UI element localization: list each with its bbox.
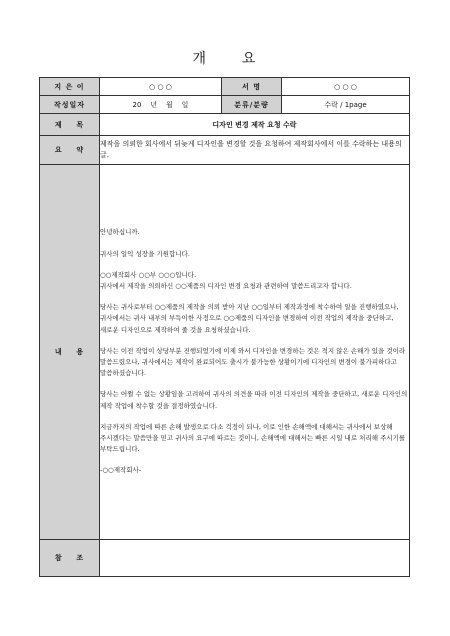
reference-row (40, 540, 410, 577)
date-label: 작성일자 (40, 96, 100, 114)
summary-row (40, 136, 410, 165)
intro-paragraph: ○○제작회사 ○○부 ○○○입니다. 귀사에서 제작을 의뢰하신 ○○제품의 디자인 변경 요청과 관련하여 말씀드리고자 합니다. (100, 270, 352, 290)
date-value: 20 년 월 일 (100, 96, 222, 114)
reference-value (100, 540, 410, 577)
summary-value: 제작을 의뢰한 회사에서 뒤늦게 디자인을 변경할 것을 요청하여 제작회사에서 이를 수락하는 내용의 글. (100, 136, 410, 165)
title-char-1: 개 (192, 51, 208, 67)
subject-value: 디자인 변경 제작 요청 수락 (100, 114, 410, 136)
title-char-2: 요 (242, 51, 258, 67)
category-value: 수락 / 1page (282, 96, 410, 114)
background-paragraph: 당사는 귀사로부터 ○○제품의 제작을 의뢰 받아 지난 ○○일부터 제작과정에 착수하여 일을 진행하였으나, 귀사에서는 귀사 내부의 부득이한 사정으로 ○○제품의 디자인을 변경하여 이전 작업의 제작을 중단하고, 새로운 디자인으로 제작하여 줄 것을 요청하셨습니다. (100, 303, 399, 334)
summary-label: 요 약 (40, 136, 100, 165)
subject-row (40, 114, 410, 136)
signature-value: ○ ○ ○ (282, 78, 410, 96)
sender-signature: -○○제작회사- (100, 466, 142, 475)
subject-label: 제 목 (40, 114, 100, 136)
signature-label: 서 명 (222, 78, 282, 96)
author-row (40, 78, 410, 96)
loss-paragraph: 당사는 이전 작업이 상당부분 진행되었기에 이제 와서 디자인을 변경하는 것은 적지 않은 손해가 있을 것이라 말씀드렸으나, 귀사에서는 제작이 완료되어도 출시가 불가능한 상황이기에 디자인의 변경이 불가피하다고 말씀하셨습니다. (100, 346, 406, 378)
author-value: ○ ○ ○ (100, 78, 222, 96)
compensation-paragraph: 지금까지의 작업에 따른 손해 발생으로 다소 걱정이 되나, 이로 인한 손해액에 대해서는 귀사에서 보상해 주시겠다는 말씀만을 믿고 귀사의 요구에 따르는 것이니, 손해액에 대해서는 빠른 시일 내로 처리해 주시기를 부탁드립니다. (100, 422, 406, 454)
category-label: 분류/분량 (222, 96, 282, 114)
content-row (40, 165, 410, 540)
wish-paragraph: 귀사의 일익 성장을 기원합니다. (100, 249, 190, 258)
greeting-paragraph: 안녕하십니까. (100, 228, 140, 237)
content-body (100, 165, 410, 540)
overview-table (39, 77, 410, 577)
decision-paragraph: 당사는 어쩔 수 없는 상황임을 고려하여 귀사의 의견을 따라 이전 디자인의 제작을 중단하고, 새로운 디자인의 제작 작업에 착수할 것을 결정하였습니다. (100, 390, 408, 410)
document-title (0, 48, 450, 68)
date-row (40, 96, 410, 114)
reference-label: 참 조 (40, 540, 100, 577)
content-label: 내 용 (40, 165, 100, 540)
author-label: 지 은 이 (40, 78, 100, 96)
